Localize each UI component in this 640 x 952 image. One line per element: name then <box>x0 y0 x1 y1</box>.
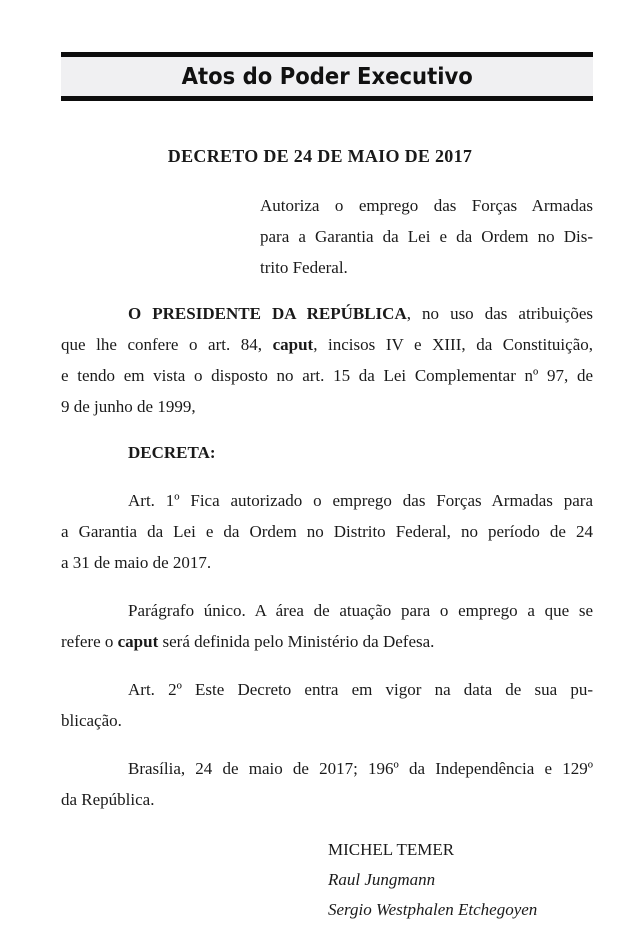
closing-line: Brasília, 24 de maio de 2017; 196º da Independência e 129º <box>128 759 593 778</box>
decreta-label: DECRETA: <box>128 443 216 462</box>
article-line: Art. 1º Fica autorizado o emprego das Forças Armadas para <box>128 491 593 510</box>
section-header <box>61 52 593 101</box>
caput-term: caput <box>117 632 159 651</box>
decreta-heading <box>61 437 593 468</box>
summary-line: para a Garantia da Lei e da Ordem no Dis- <box>260 227 593 246</box>
article-line: a 31 de maio de 2017. <box>61 553 212 572</box>
preamble <box>61 298 593 422</box>
article-line: blicação. <box>61 711 122 730</box>
decree-summary <box>260 190 593 283</box>
signature-president: MICHEL TEMER <box>328 840 455 859</box>
preamble-text: , incisos IV e XIII, da Constituição, <box>313 335 593 354</box>
summary-line: trito Federal. <box>260 258 348 277</box>
signature-minister: Sergio Westphalen Etchegoyen <box>328 900 538 919</box>
paragrafo-unico <box>61 595 593 657</box>
section-title: Atos do Poder Executivo <box>181 63 473 90</box>
article-1 <box>61 485 593 578</box>
closing-line: da República. <box>61 790 155 809</box>
preamble-text: , no uso das atribuições <box>406 304 594 323</box>
decree-title: DECRETO DE 24 DE MAIO DE 2017 <box>167 146 473 166</box>
article-2 <box>61 674 593 736</box>
signature-minister: Raul Jungmann <box>328 870 436 889</box>
preamble-line: 9 de junho de 1999, <box>61 397 196 416</box>
preamble-line <box>61 329 593 360</box>
preamble-line <box>61 298 593 329</box>
preamble-line: e tendo em vista o disposto no art. 15 da Lei Complementar nº 97, de <box>61 366 593 385</box>
paragraph-text: refere o <box>61 632 118 651</box>
paragraph-line: Parágrafo único. A área de atuação para o emprego a que se <box>128 601 593 620</box>
summary-line: Autoriza o emprego das Forças Armadas <box>260 196 593 215</box>
president-label: O PRESIDENTE DA REPÚBLICA <box>128 304 407 323</box>
article-line: Art. 2º Este Decreto entra em vigor na data de sua pu- <box>128 680 593 699</box>
paragraph-text: será definida pelo Ministério da Defesa. <box>158 632 435 651</box>
caput-term: caput <box>272 335 314 354</box>
paragraph-line <box>61 626 593 657</box>
article-line: a Garantia da Lei e da Ordem no Distrito Federal, no período de 24 <box>61 522 593 541</box>
closing <box>61 753 593 815</box>
preamble-text: que lhe confere o art. 84, <box>61 335 273 354</box>
